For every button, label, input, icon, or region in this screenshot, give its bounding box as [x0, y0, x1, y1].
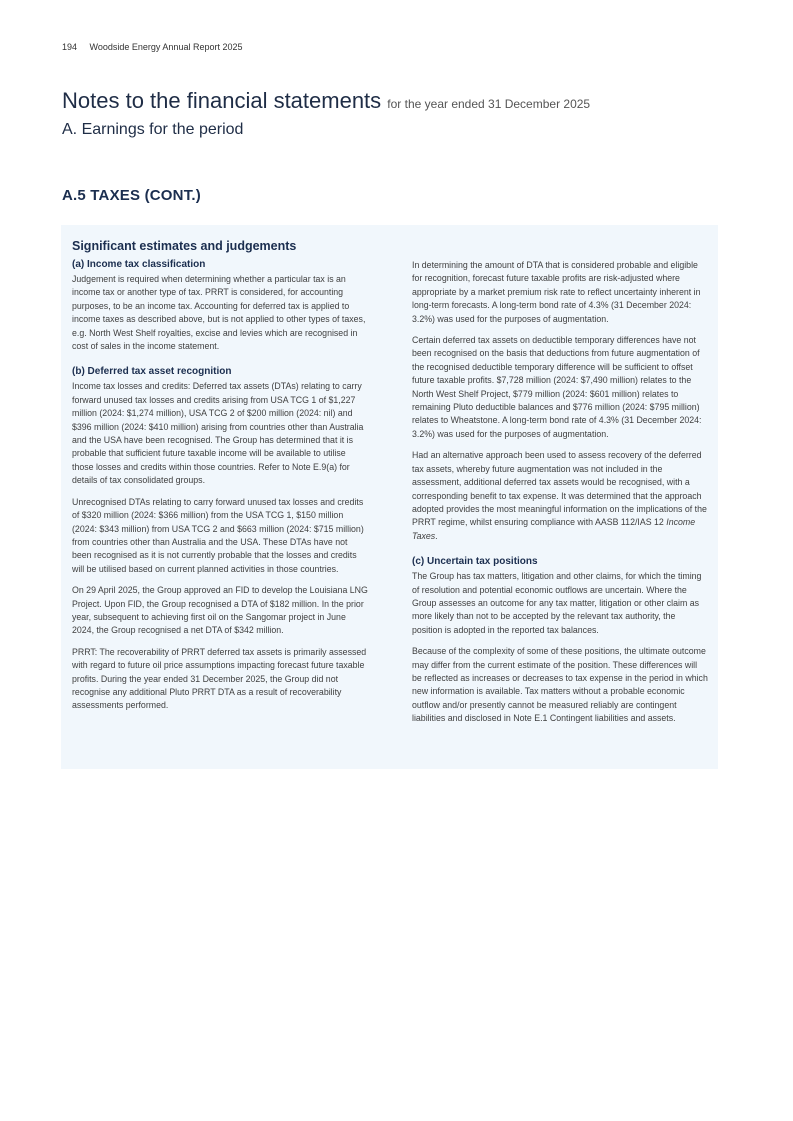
- section-name: A. Earnings for the period: [62, 121, 244, 138]
- dta-paragraph-7-italic: Income Taxes: [412, 517, 696, 541]
- page-title-main: Notes to the financial statements: [62, 88, 382, 113]
- panel-left-column: [72, 238, 368, 721]
- panel-right-column: [412, 259, 708, 734]
- dta-paragraph-7: [412, 449, 708, 543]
- panel-title: Significant estimates and judgements: [72, 239, 297, 253]
- dta-paragraph-5: In determining the amount of DTA that is considered probable and eligible for recognition, forecast future taxable profits are risk-adjusted where appropriate by a market premium risk rate to reflect uncertainty inherent in long-term forecasts. A long-term bond rate of 4.3% (31 December 2024: 3.2%) was used for the purposes of augmentation.: [412, 260, 701, 324]
- dta-paragraph-1: Income tax losses and credits: Deferred tax assets (DTAs) relating to carry forward unused tax losses and credits arising from USA TCG 1 of $1,227 million (2024: $1,274 million), USA TCG 2 of $200 million (2024: nil) and $396 million (2024: $410 million) arising from countries other than Australia and the USA have been recognised. The Group has determined that it is probable that sufficient future taxable income will be available to utilise those losses and credits within those countries. Refer to Note E.9(a) for details of tax consolidated groups.: [72, 381, 364, 486]
- uncertain-paragraph-2: Because of the complexity of some of these positions, the ultimate outcome may differ from the current estimate of the position. These differences will be reflected as increases or decreases to tax expense in the period in which new information is available. Tax matters without a probable economic outflow and/or presently cannot be measured reliably are contingent liabilities and disclosed in Note E.1 Contingent liabilities and assets.: [412, 646, 708, 724]
- dta-paragraph-3: On 29 April 2025, the Group approved an FID to develop the Louisiana LNG Project. Upon FID, the Group recognised a DTA of $182 million. In the prior year, subsequent to achieving first oil on the Sangomar project in June 2024, the Group recognised a net DTA of $342 million.: [72, 585, 368, 636]
- report-title: Woodside Energy Annual Report 2025: [89, 42, 243, 52]
- title-block: [62, 87, 742, 140]
- income-tax-paragraph: Judgement is required when determining whether a particular tax is an income tax or another type of tax. PRRT is considered, for accounting purposes, to be an income tax. Accounting for deferred tax is applied to income taxes as described above, but is not applied to other types of taxes, e.g. North West Shelf royalties, excise and levies which are recognised in cost of sales in the income statement.: [72, 274, 366, 352]
- page-title: [62, 87, 742, 118]
- estimates-panel: [61, 225, 718, 769]
- dta-paragraph-6: Certain deferred tax assets on deductible temporary differences have not been recognised on the basis that deductions from future augmentation of the recognised deductible temporary difference will be sufficient to offset future taxable profits. $7,728 million (2024: $7,490 million) relates to the North West Shelf Project, $779 million (2024: $601 million) relates to remaining Pluto deductible balances and $776 million (2024: $795 million) relates to Wheatstone. A long-term bond rate of 4.3% (31 December 2024: 3.2%) was used for the purposes of augmentation.: [412, 335, 702, 439]
- page-number: 194: [62, 42, 78, 52]
- dta-paragraph-7-main: Had an alternative approach been used to assess recovery of the deferred tax assets, whereby future augmentation was not included in the assessment, additional deferred tax assets would be recognised, with a corresponding benefit to tax expense. It was determined that the approach adopted provides the most meaningful information on the implications of the PRRT regime, whilst ensuring compliance with AASB 112/IAS 12: [412, 450, 707, 528]
- income-tax-heading: (a) Income tax classification: [72, 259, 206, 270]
- section-heading: A.5 TAXES (CONT.): [62, 187, 201, 204]
- uncertain-tax-heading: (c) Uncertain tax positions: [412, 556, 538, 568]
- dta-paragraph-2: Unrecognised DTAs relating to carry forward unused tax losses and credits of $320 million (2024: $366 million) from the USA TCG 1, $150 million (2024: $343 million) from USA TCG 2 and $663 million (2024: $715 million) from countries other than Australia and the USA. These DTAs have not been recognised as it is not currently probable that the losses and credits will be utilised based on current planned activities in those countries.: [72, 496, 364, 574]
- dta-heading: (b) Deferred tax asset recognition: [72, 366, 232, 378]
- page-header: [62, 42, 243, 52]
- dta-paragraph-7-end: .: [435, 530, 438, 541]
- uncertain-paragraph-1: The Group has tax matters, litigation and other claims, for which the timing of resolution and potential economic outflows are uncertain. Where the Group assesses an outcome for any tax matter, litigation or other claim as more likely than not to be accepted by the relevant tax authority, the position is adopted in the reported tax balances.: [412, 571, 702, 635]
- page-title-sub: for the year ended 31 December 2025: [387, 97, 591, 111]
- dta-paragraph-4: PRRT: The recoverability of PRRT deferred tax assets is primarily assessed with regard to future oil price assumptions impacting forecast future taxable profits. During the year ended 31 December 2025, the Group did not recognise any additional Pluto PRRT DTA as a result of recoverability assessments performed.: [72, 646, 367, 711]
